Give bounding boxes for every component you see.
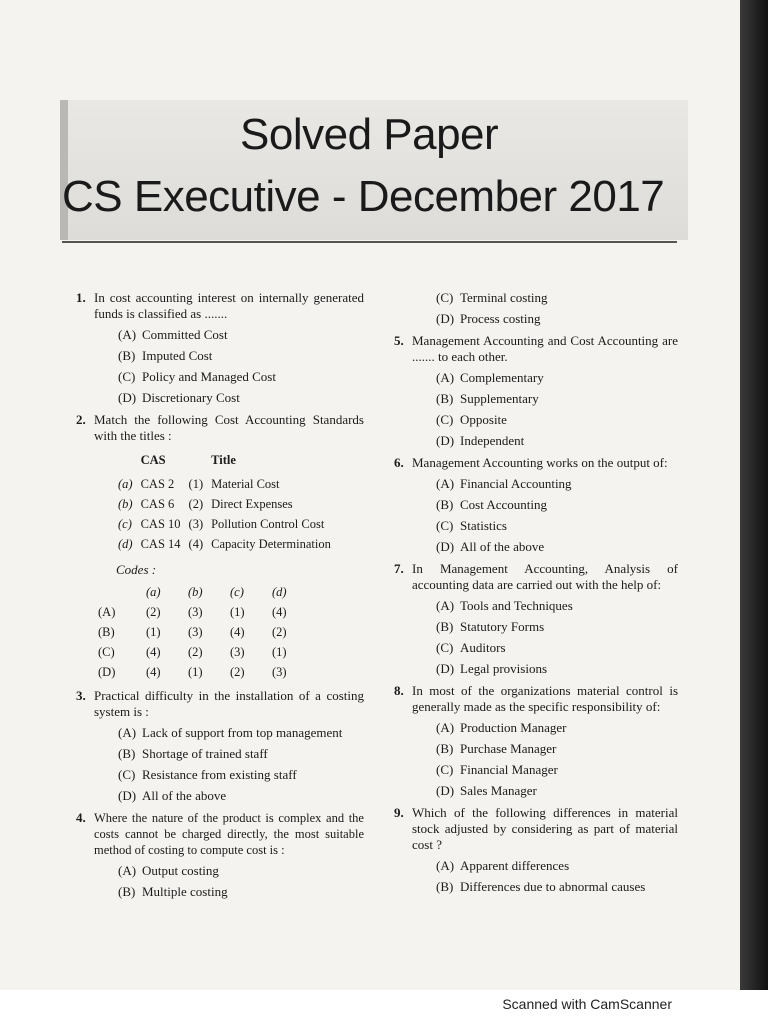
- option-label: (D): [436, 661, 455, 676]
- codes-row-label: (A): [98, 605, 116, 619]
- codes-row: [98, 622, 314, 642]
- option: [412, 640, 678, 656]
- question-number: 9.: [394, 805, 404, 820]
- option-text: Output costing: [142, 863, 219, 878]
- cas-code: CAS 2: [140, 477, 175, 491]
- codes-value: (4): [146, 665, 161, 679]
- option-text: Differences due to abnormal causes: [460, 879, 646, 894]
- codes-header: (a): [146, 585, 161, 599]
- cas-row: [114, 534, 335, 554]
- question-text: Management Accounting and Cost Accounting are ....... to each other.: [412, 333, 678, 364]
- scanner-watermark: Scanned with CamScanner: [502, 996, 672, 1012]
- question-5: [394, 333, 678, 449]
- codes-row-label: (D): [98, 665, 116, 679]
- option-label: (C): [436, 762, 454, 777]
- codes-value: (3): [230, 645, 245, 659]
- option-label: (B): [436, 879, 454, 894]
- option-text: Statutory Forms: [460, 619, 545, 634]
- option-text: Terminal costing: [460, 290, 548, 305]
- codes-header-row: [98, 582, 314, 602]
- option: [412, 762, 678, 778]
- question-text: Practical difficulty in the installation of a costing system is :: [94, 688, 364, 719]
- question-number: 6.: [394, 455, 404, 470]
- question-2: [76, 412, 364, 682]
- cas-code: CAS 6: [140, 497, 175, 511]
- option: [94, 369, 364, 385]
- question-number: 8.: [394, 683, 404, 698]
- codes-row-label: (C): [98, 645, 115, 659]
- option-label: (C): [118, 369, 136, 384]
- option: [94, 746, 364, 762]
- option-text: Financial Accounting: [460, 476, 572, 491]
- option: [412, 858, 678, 874]
- question-6: [394, 455, 678, 555]
- cas-header-row: [114, 450, 335, 474]
- cas-num: (3): [188, 517, 204, 531]
- option-label: (B): [436, 497, 454, 512]
- question-text: Where the nature of the product is complex and the costs cannot be charged directly, the most suitable method of costing to compute cost is :: [94, 811, 364, 857]
- codes-cell: [98, 582, 146, 602]
- codes-value: (2): [188, 645, 203, 659]
- option: [94, 348, 364, 364]
- cas-table: [114, 450, 335, 554]
- question-text: Management Accounting works on the output of:: [412, 455, 668, 470]
- codes-value: (2): [230, 665, 245, 679]
- title-header: Title: [211, 453, 236, 467]
- question-4: [76, 810, 364, 900]
- question-7: [394, 561, 678, 677]
- option: [412, 518, 678, 534]
- option-text: Multiple costing: [142, 884, 228, 899]
- option-text: Lack of support from top management: [142, 725, 343, 740]
- cas-key: (c): [118, 517, 132, 531]
- question-text: In cost accounting interest on internally generated funds is classified as .......: [94, 290, 364, 321]
- option: [412, 741, 678, 757]
- codes-row-label: (B): [98, 625, 115, 639]
- option-text: Cost Accounting: [460, 497, 548, 512]
- option: [412, 661, 678, 677]
- option-label: (B): [436, 619, 454, 634]
- cas-key: (d): [118, 537, 133, 551]
- option-label: (B): [118, 746, 136, 761]
- codes-value: (1): [188, 665, 203, 679]
- cas-header: CAS: [140, 453, 166, 467]
- option-text: All of the above: [460, 539, 545, 554]
- cas-title: Pollution Control Cost: [211, 517, 325, 531]
- option-text: Statistics: [460, 518, 507, 533]
- question-8: [394, 683, 678, 799]
- option: [94, 327, 364, 343]
- question-number: 3.: [76, 688, 86, 703]
- option-text: Process costing: [460, 311, 541, 326]
- question-text: Which of the following differences in material stock adjusted by considering as part of material cost ?: [412, 805, 678, 852]
- option: [412, 497, 678, 513]
- option: [412, 783, 678, 799]
- option-label: (B): [436, 391, 454, 406]
- cas-cell: [185, 450, 208, 474]
- option-label: (D): [436, 433, 455, 448]
- option-label: (A): [436, 598, 455, 613]
- codes-value: (1): [146, 625, 161, 639]
- option-text: Supplementary: [460, 391, 539, 406]
- codes-value: (1): [272, 645, 287, 659]
- option-label: (C): [118, 767, 136, 782]
- option-label: (A): [118, 725, 137, 740]
- cut-off-line: [412, 879, 678, 894]
- cas-row: [114, 514, 335, 534]
- option-label: (D): [436, 783, 455, 798]
- option: [412, 598, 678, 614]
- option-label: (D): [436, 311, 455, 326]
- codes-value: (3): [188, 625, 203, 639]
- codes-value: (3): [272, 665, 287, 679]
- option-text: Opposite: [460, 412, 507, 427]
- option-text: Resistance from existing staff: [142, 767, 297, 782]
- scanner-footer: [0, 990, 768, 1024]
- option: [412, 476, 678, 492]
- option-text: Imputed Cost: [142, 348, 213, 363]
- codes-value: (2): [146, 605, 161, 619]
- option-label: (A): [118, 327, 137, 342]
- codes-row: [98, 642, 314, 662]
- codes-label: Codes :: [116, 562, 157, 577]
- option-label: (D): [118, 390, 137, 405]
- option-label: (C): [436, 412, 454, 427]
- question-number: 2.: [76, 412, 86, 427]
- option: [94, 863, 364, 879]
- cas-cell: [114, 450, 137, 474]
- question-1: [76, 290, 364, 406]
- option-label: (D): [436, 539, 455, 554]
- option-label: (B): [118, 884, 136, 899]
- option-text: Policy and Managed Cost: [142, 369, 276, 384]
- cas-key: (a): [118, 477, 133, 491]
- codes-row: [98, 602, 314, 622]
- codes-table: [98, 582, 314, 682]
- option-label: (A): [436, 370, 455, 385]
- option: [412, 290, 678, 306]
- option-label: (C): [436, 640, 454, 655]
- option-text: Tools and Techniques: [460, 598, 573, 613]
- cas-num: (1): [188, 477, 204, 491]
- option-text: Financial Manager: [460, 762, 558, 777]
- option: [94, 788, 364, 804]
- cas-code: CAS 10: [140, 517, 181, 531]
- option: [412, 370, 678, 386]
- question-text: In Management Accounting, Analysis of accounting data are carried out with the help of:: [412, 561, 678, 592]
- codes-value: (4): [272, 605, 287, 619]
- option-label: (A): [436, 476, 455, 491]
- option-text: All of the above: [142, 788, 227, 803]
- option-text: Auditors: [460, 640, 506, 655]
- question-4-continued: [394, 290, 678, 327]
- codes-header: (b): [188, 585, 203, 599]
- question-number: 5.: [394, 333, 404, 348]
- option: [94, 725, 364, 741]
- cas-num: (2): [188, 497, 204, 511]
- option: [94, 390, 364, 406]
- cas-num: (4): [188, 537, 204, 551]
- option-label: (B): [118, 348, 136, 363]
- page-title: Solved Paper: [240, 110, 499, 159]
- option-text: Committed Cost: [142, 327, 228, 342]
- option-label: (A): [436, 720, 455, 735]
- question-text: Match the following Cost Accounting Standards with the titles :: [94, 412, 364, 443]
- option: [412, 412, 678, 428]
- option: [412, 311, 678, 327]
- option-text: Independent: [460, 433, 525, 448]
- right-column: [394, 290, 678, 895]
- codes-value: (3): [188, 605, 203, 619]
- codes-value: (4): [230, 625, 245, 639]
- cas-row: [114, 494, 335, 514]
- option: [412, 879, 678, 895]
- left-column: [76, 290, 364, 906]
- option: [412, 391, 678, 407]
- option-label: (C): [436, 290, 454, 305]
- option-label: (D): [118, 788, 137, 803]
- codes-header: (c): [230, 585, 244, 599]
- option: [412, 720, 678, 736]
- option-text: Sales Manager: [460, 783, 537, 798]
- question-3: [76, 688, 364, 804]
- codes-value: (2): [272, 625, 287, 639]
- option-label: (C): [436, 518, 454, 533]
- scan-shadow-edge: [740, 0, 768, 990]
- option-label: (A): [436, 858, 455, 873]
- option-text: Purchase Manager: [460, 741, 557, 756]
- option-text: Complementary: [460, 370, 544, 385]
- option: [412, 619, 678, 635]
- cas-title: Capacity Determination: [211, 537, 331, 551]
- question-9: [394, 805, 678, 894]
- option: [412, 433, 678, 449]
- cas-key: (b): [118, 497, 133, 511]
- codes-value: (1): [230, 605, 245, 619]
- header-rule: [62, 241, 677, 243]
- question-number: 4.: [76, 810, 86, 825]
- codes-header: (d): [272, 585, 287, 599]
- option-label: (B): [436, 741, 454, 756]
- cas-title: Material Cost: [211, 477, 280, 491]
- cas-row: [114, 474, 335, 494]
- question-text: In most of the organizations material control is generally made as the specific responsibility of:: [412, 683, 678, 714]
- codes-row: [98, 662, 314, 682]
- cas-code: CAS 14: [140, 537, 181, 551]
- option-text: Shortage of trained staff: [142, 746, 268, 761]
- option-text: Legal provisions: [460, 661, 548, 676]
- question-number: 1.: [76, 290, 86, 305]
- option: [94, 884, 364, 900]
- codes-value: (4): [146, 645, 161, 659]
- option-label: (A): [118, 863, 137, 878]
- option-text: Apparent differences: [460, 858, 570, 873]
- page-subtitle: CS Executive - December 2017: [62, 172, 665, 221]
- option-text: Production Manager: [460, 720, 567, 735]
- option-text: Discretionary Cost: [142, 390, 240, 405]
- option: [94, 767, 364, 783]
- cas-title: Direct Expenses: [211, 497, 293, 511]
- option: [412, 539, 678, 555]
- question-number: 7.: [394, 561, 404, 576]
